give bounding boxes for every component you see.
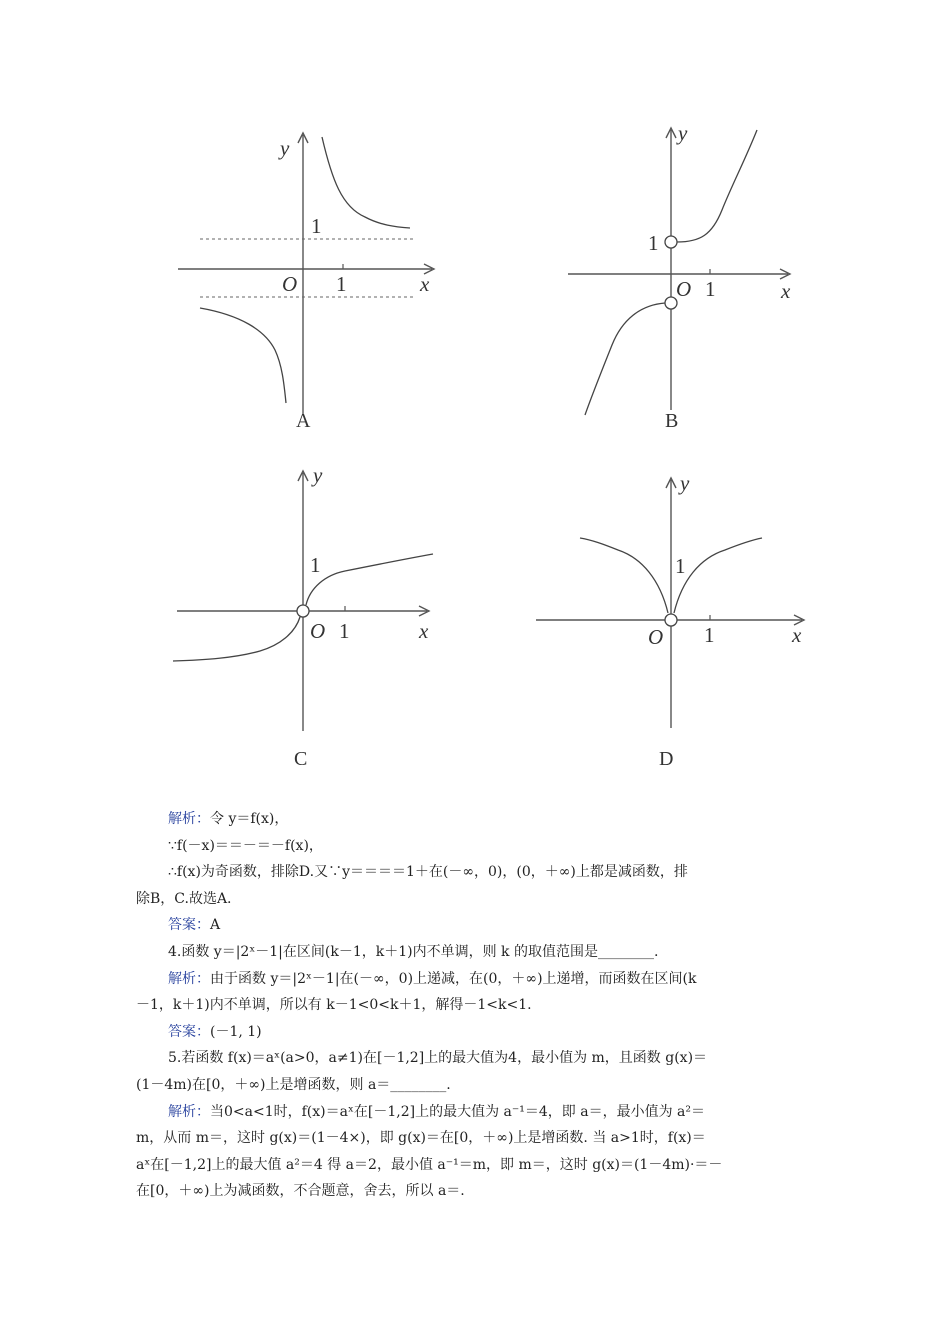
curve-left-branch — [580, 538, 668, 613]
x-one-label: 1 — [704, 623, 715, 647]
analysis-line-4: 除B，C.故选A. — [136, 890, 232, 907]
analysis-4-line-1: 解析：由于函数 y＝|2ˣ－1|在(－∞，0)上递减，在(0，＋∞)上递增，而函数在区间(k — [168, 970, 697, 987]
y-one-label: 1 — [311, 214, 322, 238]
curve-left-branch — [200, 308, 286, 403]
open-point-origin — [297, 605, 309, 617]
x-label: x — [781, 279, 791, 303]
x-label: x — [419, 619, 429, 643]
curve-left-branch — [173, 617, 300, 661]
x-one-label: 1 — [336, 272, 347, 296]
open-point-upper — [665, 236, 677, 248]
solution-text — [136, 806, 816, 1205]
x-one-label: 1 — [705, 277, 716, 301]
analysis-5-line-4: 在[0，＋∞)上为减函数，不合题意，舍去，所以 a＝. — [136, 1183, 465, 1200]
origin-label: O — [676, 277, 692, 301]
answer-line-4: 答案：(－1, 1) — [168, 1023, 262, 1040]
analysis-tag: 解析： — [168, 811, 210, 827]
curve-right-branch — [306, 554, 433, 605]
origin-label: O — [282, 272, 298, 296]
analysis-tag: 解析： — [168, 1103, 210, 1120]
caption-a: A — [296, 410, 311, 432]
graph-d — [530, 470, 820, 775]
analysis-line-1: 解析：令 y＝f(x)， — [168, 811, 289, 827]
caption-d: D — [659, 748, 674, 770]
x-label: x — [792, 623, 802, 647]
curve-right-branch — [674, 538, 762, 613]
origin-label: O — [648, 625, 664, 649]
caption-c: C — [294, 748, 308, 770]
origin-label: O — [310, 619, 326, 643]
question-4: 4.函数 y＝|2ˣ－1|在区间(k－1，k＋1)内不单调，则 k 的取值范围是________. — [168, 943, 659, 960]
answer-tag: 答案： — [168, 917, 210, 934]
graph-a — [170, 125, 450, 435]
graph-c — [165, 463, 445, 773]
y-one-label: 1 — [310, 553, 321, 577]
caption-b: B — [665, 410, 679, 432]
answer-line-3: 答案：A — [168, 917, 221, 934]
answer-tag: 答案： — [168, 1023, 210, 1040]
open-point-origin — [665, 614, 677, 626]
y-label: y — [678, 121, 688, 145]
y-label: y — [313, 463, 323, 487]
curve-right-branch — [322, 137, 410, 228]
curve-right-branch — [677, 130, 757, 242]
y-one-label: 1 — [648, 231, 659, 255]
graph-b — [560, 120, 820, 435]
y-label: y — [280, 136, 290, 160]
y-label: y — [680, 471, 690, 495]
analysis-5-line-1: 解析：当0<a<1时，f(x)＝aˣ在[－1,2]上的最大值为 a⁻¹＝4，即 a＝，最小值为 a²＝ — [168, 1103, 706, 1120]
graph-d-svg — [530, 470, 820, 775]
x-one-label: 1 — [339, 619, 350, 643]
graph-b-svg — [560, 120, 820, 435]
curve-left-branch — [585, 303, 665, 415]
y-one-label: 1 — [675, 554, 686, 578]
analysis-line-2: ∵f(－x)＝＝－＝－f(x)， — [168, 837, 323, 854]
x-label: x — [420, 272, 430, 296]
question-5-line-2: (1－4m)在[0，＋∞)上是增函数，则 a＝________. — [136, 1076, 451, 1093]
graph-c-svg — [165, 463, 445, 773]
question-5-line-1: 5.若函数 f(x)＝aˣ(a>0，a≠1)在[－1,2]上的最大值为4，最小值为 m，且函数 g(x)＝ — [168, 1050, 708, 1067]
analysis-4-line-2: －1，k＋1)内不单调，所以有 k－1<0<k＋1，解得－1<k<1. — [136, 997, 532, 1014]
analysis-line-3: ∴f(x)为奇函数，排除D.又∵y＝＝＝＝1＋在(－∞，0)，(0，＋∞)上都是减函数，排 — [168, 864, 688, 881]
analysis-tag: 解析： — [168, 970, 210, 987]
graph-a-svg — [170, 125, 450, 435]
analysis-5-line-2: m，从而 m＝，这时 g(x)＝(1－4×)，即 g(x)＝在[0，＋∞)上是增函数. 当 a>1时，f(x)＝ — [136, 1130, 706, 1147]
analysis-5-line-3: aˣ在[－1,2]上的最大值 a²＝4 得 a＝2，最小值 a⁻¹＝m，即 m＝，这时 g(x)＝(1－4m)·＝－ — [136, 1156, 723, 1173]
